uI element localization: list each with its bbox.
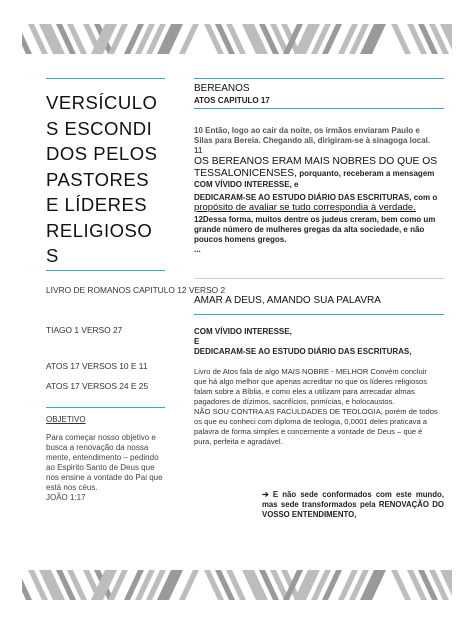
amar-paragraph-1: Livro de Atos fala de algo MAIS NOBRE - MELHOR Convém concluir que há algo melhor que apenas acreditar no que os líderes religiosos falam sobre a Bíblia, e como eles a utilizam para arrecadar almas pagadores de dízimos, sacrifícios, primícias, e holocaustos. <box>194 367 428 406</box>
bullet-paragraph <box>262 490 444 520</box>
verse-11-com-o: com o <box>411 193 438 202</box>
bereanos-subheading: ATOS CAPITULO 17 <box>194 96 270 105</box>
verse-11-dedicaram: DEDICARAM-SE AO ESTUDO DIÁRIO DAS ESCRITURAS, <box>194 193 412 202</box>
arrow-bullet-icon: ➔ <box>262 490 269 499</box>
stripe <box>391 570 411 600</box>
verse-ellipsis: ... <box>194 245 201 254</box>
verse-10: 10 Então, logo ao cair da noite, os irmãos enviaram Paulo e Silas para Bereia. Chegando ali, dirigiram-se à sinagoga local. 11 <box>194 126 431 155</box>
bereanos-rule <box>194 108 444 109</box>
refs-top-rule <box>46 270 165 271</box>
left-top-rule <box>46 78 165 79</box>
objetivo-ref: JOÃO 1:17 <box>46 493 86 502</box>
verse-11-highlight: OS BEREANOS ERAM MAIS NOBRES DO QUE OS TESSALONICENSES, <box>194 156 438 179</box>
amar-top-rule <box>194 278 444 279</box>
ref-atos-10-11: ATOS 17 VERSOS 10 E 11 <box>46 361 148 371</box>
bullet-text: E não sede conformados com este mundo, mas sede transformados pela RENOVAÇÃO DO VOSSO ENTENDIMENTO, <box>262 490 444 519</box>
verse-11-proposito: propósito de avaliar se tudo correspondia à verdade. <box>194 202 416 213</box>
verse-12: 12Dessa forma, muitos dentre os judeus creram, bem como um grande número de mulheres gregas da alta sociedade, e não poucos homens gregos. <box>194 215 436 244</box>
amar-caps-3: DEDICARAM-SE AO ESTUDO DIÁRIO DAS ESCRITURAS, <box>194 347 412 356</box>
bereanos-heading: BEREANOS <box>194 83 250 94</box>
objetivo-rule <box>46 407 165 408</box>
bereanos-verses <box>194 126 440 255</box>
amar-heading: AMAR A DEUS, AMANDO SUA PALAVRA <box>194 295 381 306</box>
amar-body <box>194 327 440 447</box>
ref-romanos: LIVRO DE ROMANOS CAPITULO 12 VERSO 2 <box>46 285 226 295</box>
amar-bottom-rule <box>194 314 444 315</box>
ref-tiago: TIAGO 1 VERSO 27 <box>46 325 123 335</box>
verse-11-text: porquanto, receberam a mensagem COM VÍVIDO INTERESSE, e <box>194 169 435 189</box>
page-title: VERSÍCULOS ESCONDIDOS PELOS PASTORES E LÍDERES RELIGIOSOS <box>46 92 158 266</box>
amar-caps-1: COM VÍVIDO INTERESSE, <box>194 327 292 336</box>
stripe <box>179 24 199 54</box>
stripe-pattern-svg <box>22 570 452 600</box>
right-top-rule <box>194 78 444 79</box>
objetivo-text: Para começar nosso objetivo e busca a renovação da nossa mente, entendimento – pedindo ao Espirito Santo de Deus que nos ensine a vontade do Pai que está nos céus. <box>46 433 163 492</box>
decorative-pattern-band-bottom <box>22 570 452 600</box>
amar-paragraph-2: NÃO SOU CONTRA AS FACULDADES DE TEOLOGIA, porém de todos os que eu conheci com diploma de teologia, 0,0001 deles praticava a palavra de forma simples e concernente a vontade de Deus – que é pura, perfeita e agradável. <box>194 407 438 446</box>
decorative-pattern-band-top <box>22 24 452 54</box>
stripe-pattern-svg <box>22 24 452 54</box>
ref-atos-24-25: ATOS 17 VERSOS 24 E 25 <box>46 381 149 391</box>
stripe <box>179 570 199 600</box>
amar-caps-2: E <box>194 337 200 346</box>
objetivo-section <box>46 415 164 503</box>
objetivo-heading: OBJETIVO <box>46 415 86 424</box>
stripe <box>391 24 411 54</box>
